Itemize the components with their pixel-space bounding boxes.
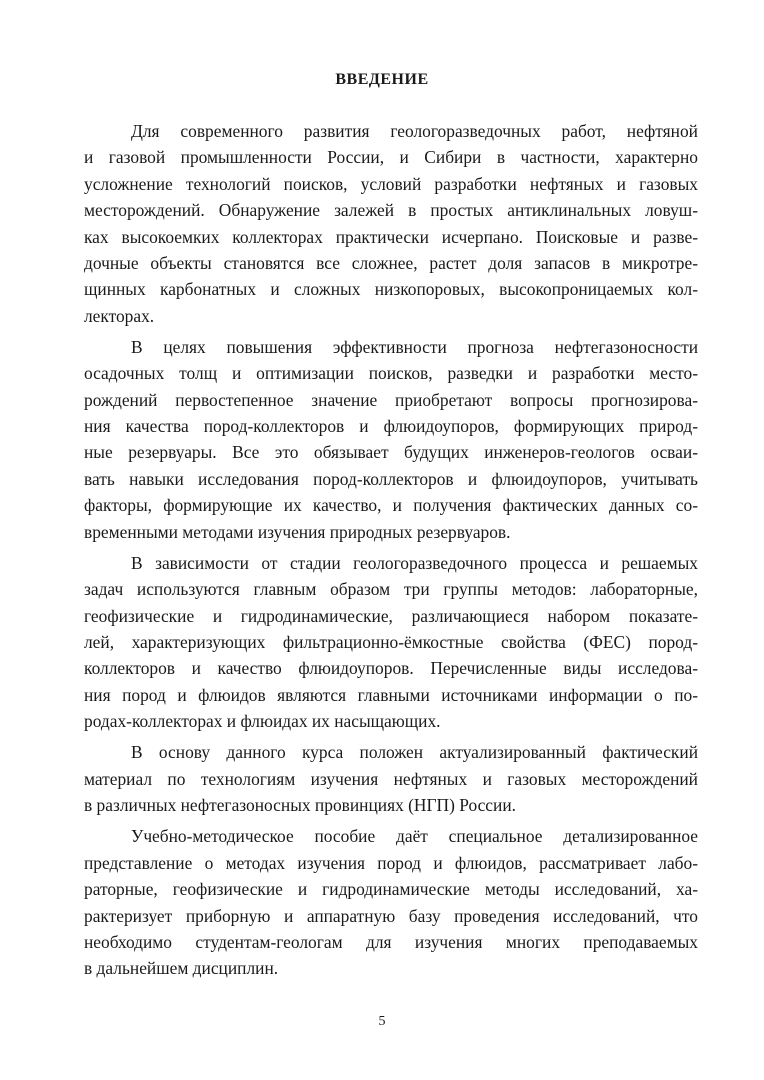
text-line: рактеризует приборную и аппаратную базу проведения исследований, что — [84, 905, 698, 926]
text-line: ния пород и флюидов являются главными источниками информации о по- — [84, 684, 698, 705]
text-line: В основу данного курса положен актуализированный фактический — [131, 742, 698, 763]
text-line: ния качества пород-коллекторов и флюидоупоров, формирующих природ- — [84, 416, 698, 437]
text-line: месторождений. Обнаружение залежей в простых антиклинальных ловуш- — [84, 200, 698, 221]
text-line: факторы, формирующие их качество, и получения фактических данных со- — [84, 495, 698, 516]
text-line: родах-коллекторах и флюидах их насыщающих. — [84, 711, 441, 732]
text-line: в различных нефтегазоносных провинциях (НГП) России. — [84, 795, 516, 816]
text-line: ках высокоемких коллекторах практически исчерпано. Поисковые и разве- — [84, 226, 698, 247]
text-line: и газовой промышленности России, и Сибири в частности, характерно — [84, 147, 698, 168]
text-line: Для современного развития геологоразведочных работ, нефтяной — [131, 121, 698, 141]
text-line: В зависимости от стадии геологоразведочного процесса и решаемых — [131, 552, 698, 573]
text-line: необходимо студентам-геологам для изучения многих преподаваемых — [84, 931, 698, 952]
text-line: лекторах. — [84, 305, 155, 326]
text-line: коллекторов и качество флюидоупоров. Перечисленные виды исследова- — [84, 658, 698, 679]
text-line: представление о методах изучения пород и флюидов, рассматривает лабо- — [84, 852, 698, 873]
text-line: В целях повышения эффективности прогноза нефтегазоносности — [131, 336, 698, 357]
paragraph-5 — [84, 823, 698, 981]
text-line: рождений первостепенное значение приобретают вопросы прогнозирова- — [84, 389, 698, 410]
text-line: в дальнейшем дисциплин. — [84, 958, 279, 979]
paragraph-1 — [84, 118, 698, 329]
text-line: Учебно-методическое пособие даёт специальное детализированное — [131, 826, 698, 847]
paragraph-3 — [84, 550, 698, 735]
body-text — [84, 118, 698, 986]
text-line: временными методами изучения природных резервуаров. — [84, 521, 511, 542]
text-line: материал по технологиям изучения нефтяных и газовых месторождений — [84, 768, 698, 789]
text-line: лей, характеризующих фильтрационно-ёмкостные свойства (ФЕС) пород- — [84, 632, 698, 653]
text-line: ные резервуары. Все это обязывает будущих инженеров-геологов осваи- — [84, 442, 698, 463]
paragraph-2 — [84, 334, 698, 545]
text-line: задач используются главным образом три группы методов: лабораторные, — [84, 579, 698, 600]
text-line: вать навыки исследования пород-коллекторов и флюидоупоров, учитывать — [84, 468, 698, 489]
text-line: геофизические и гидродинамические, различающиеся набором показате- — [84, 605, 698, 626]
text-line: усложнение технологий поисков, условий разработки нефтяных и газовых — [84, 173, 698, 194]
paragraph-4 — [84, 739, 698, 818]
section-title: ВВЕДЕНИЕ — [335, 71, 429, 88]
text-line: осадочных толщ и оптимизации поисков, разведки и разработки место- — [84, 363, 698, 384]
text-line: дочные объекты становятся все сложнее, растет доля запасов в микротре- — [84, 252, 698, 273]
text-line: щинных карбонатных и сложных низкопоровых, высокопроницаемых кол- — [84, 279, 698, 300]
page-number: 5 — [378, 1014, 386, 1029]
text-line: раторные, геофизические и гидродинамические методы исследований, ха- — [84, 879, 698, 900]
